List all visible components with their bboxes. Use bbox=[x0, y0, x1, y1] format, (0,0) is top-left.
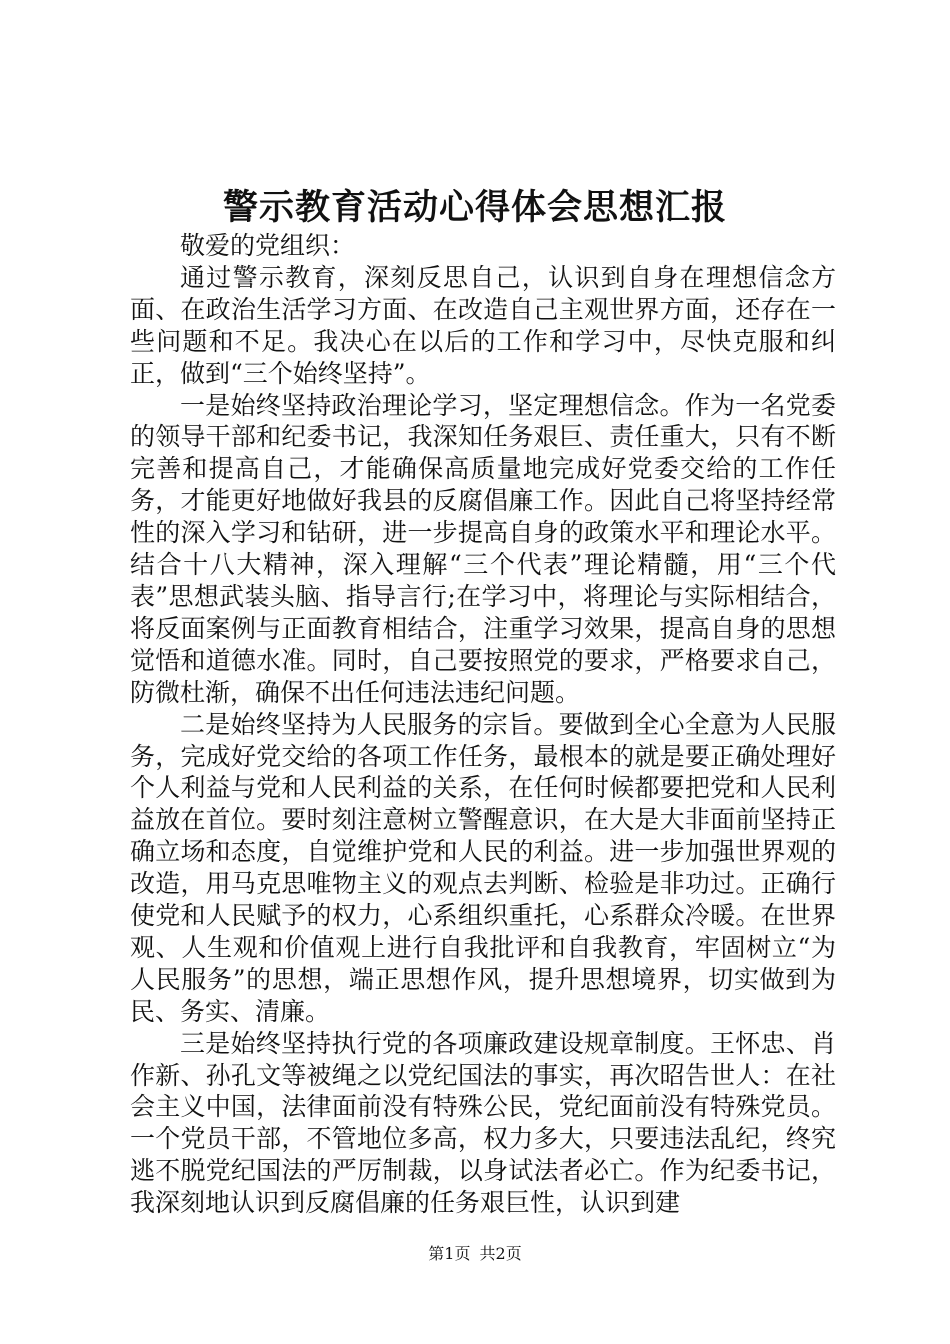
paragraph-point-three: 三是始终坚持执行党的各项廉政建设规章制度。王怀忠、肖作新、孙孔文等被绳之以党纪国法的事实，再次昭告世人：在社会主义中国，法律面前没有特殊公民，党纪面前没有特殊党员。一个党员干部，不管地位多高，权力多大，只要违法乱纪，终究逃不脱党纪国法的严厉制裁，以身试法者必亡。作为纪委书记，我深刻地认识到反腐倡廉的任务艰巨性，认识到建 bbox=[130, 1028, 836, 1218]
paragraph-point-one: 一是始终坚持政治理论学习，坚定理想信念。作为一名党委的领导干部和纪委书记，我深知任务艰巨、责任重大，只有不断完善和提高自己，才能确保高质量地完成好党委交给的工作任务，才能更好地做好我县的反腐倡廉工作。因此自己将坚持经常性的深入学习和钻研，进一步提高自身的政策水平和理论水平。结合十八大精神，深入理解“三个代表”理论精髓，用“三个代表”思想武装头脑、指导言行;在学习中，将理论与实际相结合，将反面案例与正面教育相结合，注重学习效果，提高自身的思想觉悟和道德水准。同时，自己要按照党的要求，严格要求自己，防微杜渐，确保不出任何违法违纪问题。 bbox=[130, 390, 836, 707]
salutation: 敬爱的党组织： bbox=[180, 231, 356, 260]
paragraph-point-two: 二是始终坚持为人民服务的宗旨。要做到全心全意为人民服务，完成好党交给的各项工作任务，最根本的就是要正确处理好个人利益与党和人民利益的关系，在任何时候都要把党和人民利益放在首位。要时刻注意树立警醒意识，在大是大非面前坚持正确立场和态度，自觉维护党和人民的利益。进一步加强世界观的改造，用马克思唯物主义的观点去判断、检验是非功过。正确行使党和人民赋予的权力，心系组织重托，心系群众冷暖。在世界观、人生观和价值观上进行自我批评和自我教育，牢固树立“为人民服务”的思想，端正思想作风，提升思想境界，切实做到为民、务实、清廉。 bbox=[130, 709, 836, 1026]
paragraph-intro: 通过警示教育，深刻反思自己，认识到自身在理想信念方面、在政治生活学习方面、在改造自己主观世界方面，还存在一些问题和不足。我决心在以后的工作和学习中，尽快克服和纠正，做到“三个始终坚持”。 bbox=[130, 262, 836, 388]
document-body bbox=[130, 230, 836, 1219]
page-footer bbox=[0, 1242, 950, 1266]
page-number: 第1页 bbox=[428, 1244, 471, 1263]
page-total: 共2页 bbox=[479, 1244, 522, 1263]
page-title: 警示教育活动心得体会思想汇报 bbox=[222, 187, 727, 228]
